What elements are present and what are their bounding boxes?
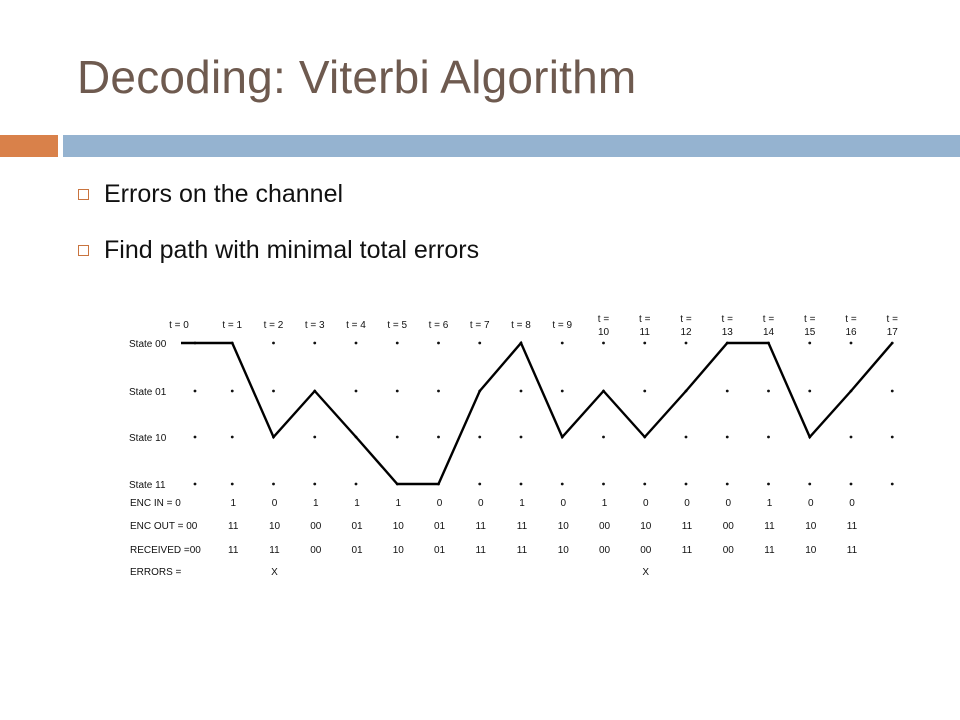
table-cell: 1 — [395, 498, 402, 509]
table-cell: 11 — [681, 521, 693, 532]
time-label: 12 — [680, 327, 692, 338]
error-mark: X — [271, 567, 278, 578]
table-cell: 10 — [640, 521, 652, 532]
time-label: 14 — [762, 327, 775, 338]
table-cell: 0 — [560, 498, 567, 509]
trellis-node — [194, 483, 197, 486]
table-cell: 11 — [475, 545, 486, 556]
trellis-node — [685, 483, 688, 486]
table-cell: 1 — [601, 498, 608, 509]
trellis-node — [767, 483, 770, 486]
table-cell: 0 — [807, 498, 814, 509]
trellis-node — [726, 483, 729, 486]
table-cell: 01 — [351, 521, 363, 532]
trellis-node — [685, 436, 688, 439]
table-cell: 0 — [477, 498, 484, 509]
table-cell: 10 — [805, 521, 817, 532]
time-label: t = 7 — [469, 320, 490, 331]
trellis-node — [808, 390, 811, 393]
table-row-label: ENC IN = 0 — [130, 498, 181, 509]
table-cell: 11 — [846, 521, 858, 532]
table-cell: 11 — [516, 545, 528, 556]
table-cell: 1 — [312, 498, 319, 509]
trellis-node — [231, 436, 234, 439]
trellis-node — [355, 390, 358, 393]
trellis-node — [891, 436, 894, 439]
square-bullet-icon — [78, 245, 89, 256]
table-cell: 00 — [598, 521, 611, 532]
trellis-node — [478, 483, 481, 486]
table-cell: 10 — [268, 521, 281, 532]
trellis-node — [891, 483, 894, 486]
table-cell: 10 — [805, 545, 817, 556]
table-cell: 00 — [722, 521, 734, 532]
trellis-node — [726, 390, 729, 393]
table-cell: 11 — [846, 545, 858, 556]
trellis-node — [808, 342, 811, 345]
accent-bar-blue — [63, 135, 960, 157]
time-label: t = — [680, 314, 692, 325]
trellis-node — [643, 342, 646, 345]
table-cell: 11 — [681, 545, 693, 556]
state-label: State 00 — [129, 339, 167, 350]
table-cell: 0 — [642, 498, 649, 509]
time-label: t = — [597, 314, 610, 325]
time-label: 11 — [639, 327, 650, 338]
trellis-node — [437, 342, 440, 345]
table-cell: 11 — [764, 545, 775, 556]
table-cell: 10 — [557, 545, 569, 556]
time-label: 10 — [597, 327, 610, 338]
trellis-node — [194, 390, 197, 393]
trellis-node — [396, 390, 399, 393]
time-label: t = — [886, 314, 898, 325]
table-cell: 1 — [230, 498, 237, 509]
trellis-node — [437, 390, 440, 393]
state-label: State 11 — [129, 480, 166, 491]
square-bullet-icon — [78, 189, 89, 200]
table-cell: 00 — [722, 545, 734, 556]
trellis-node — [355, 483, 358, 486]
trellis-node — [520, 483, 523, 486]
table-cell: 01 — [433, 521, 446, 532]
viterbi-trellis-diagram — [120, 308, 910, 588]
trellis-node — [272, 390, 275, 393]
trellis-node — [478, 436, 481, 439]
trellis-node — [313, 483, 316, 486]
table-cell: 00 — [310, 521, 322, 532]
time-label: t = 4 — [346, 320, 366, 331]
trellis-node — [726, 436, 729, 439]
accent-bar-orange — [0, 135, 58, 157]
table-cell: 11 — [228, 521, 239, 532]
table-cell: 00 — [310, 545, 322, 556]
time-label: 16 — [845, 327, 857, 338]
slide-title: Decoding: Viterbi Algorithm — [77, 51, 637, 103]
table-cell: 10 — [392, 545, 404, 556]
trellis-node — [850, 342, 853, 345]
time-label: t = 3 — [304, 320, 325, 331]
error-mark: X — [642, 567, 650, 578]
time-label: t = 8 — [511, 320, 531, 331]
table-cell: 10 — [392, 521, 404, 532]
bullet-item — [78, 180, 479, 208]
trellis-node — [602, 436, 605, 439]
time-label: t = — [804, 314, 816, 325]
table-cell: 1 — [519, 498, 525, 509]
table-cell: 0 — [684, 498, 690, 509]
trellis-node — [850, 483, 853, 486]
state-label: State 01 — [129, 387, 167, 398]
trellis-node — [194, 436, 197, 439]
table-cell: 1 — [766, 498, 773, 509]
table-cell: 0 — [849, 498, 855, 509]
time-label: t = 1 — [222, 320, 243, 331]
trellis-node — [685, 342, 688, 345]
table-cell: 01 — [351, 545, 363, 556]
time-label: t = — [639, 314, 651, 325]
table-cell: 10 — [557, 521, 569, 532]
table-cell: 01 — [433, 545, 446, 556]
table-cell: 11 — [228, 545, 239, 556]
trellis-node — [643, 483, 646, 486]
table-cell: 00 — [640, 545, 652, 556]
trellis-node — [272, 342, 275, 345]
survivor-path-line — [181, 343, 892, 484]
trellis-node — [313, 436, 316, 439]
table-cell: 0 — [271, 498, 278, 509]
time-label: t = 6 — [428, 320, 449, 331]
bullet-list — [78, 180, 479, 292]
bullet-item — [78, 236, 479, 264]
trellis-node — [561, 342, 564, 345]
trellis-node — [313, 342, 316, 345]
time-label: t = — [721, 314, 733, 325]
trellis-node — [272, 483, 275, 486]
trellis-node — [478, 342, 481, 345]
bullet-text: Errors on the channel — [104, 179, 344, 208]
trellis-node — [396, 342, 399, 345]
trellis-node — [561, 483, 564, 486]
time-label: t = 2 — [263, 320, 284, 331]
time-label: 13 — [721, 327, 733, 338]
state-label: State 10 — [129, 433, 167, 444]
table-cell: 11 — [516, 521, 528, 532]
trellis-node — [602, 483, 605, 486]
trellis-node — [520, 436, 523, 439]
time-label: t = 5 — [387, 320, 408, 331]
time-label: 15 — [804, 327, 816, 338]
trellis-node — [891, 390, 894, 393]
table-cell: 11 — [475, 521, 486, 532]
time-label: t = 9 — [552, 320, 573, 331]
table-row-label: ERRORS = — [130, 567, 182, 578]
trellis-node — [231, 390, 234, 393]
table-cell: 0 — [725, 498, 732, 509]
trellis-node — [437, 436, 440, 439]
trellis-node — [602, 342, 605, 345]
table-cell: 11 — [269, 545, 280, 556]
table-cell: 0 — [436, 498, 443, 509]
trellis-node — [396, 436, 399, 439]
time-label: t = 0 — [169, 320, 189, 331]
trellis-node — [767, 436, 770, 439]
trellis-node — [767, 390, 770, 393]
trellis-node — [643, 390, 646, 393]
table-row-label: ENC OUT = 00 — [130, 521, 198, 532]
time-label: 17 — [886, 327, 898, 338]
table-cell: 1 — [354, 498, 360, 509]
bullet-text: Find path with minimal total errors — [104, 235, 480, 264]
trellis-node — [850, 436, 853, 439]
table-cell: 00 — [598, 545, 611, 556]
time-label: t = — [845, 314, 857, 325]
table-cell: 11 — [764, 521, 775, 532]
time-label: t = — [762, 314, 775, 325]
trellis-node — [520, 390, 523, 393]
table-row-label: RECEIVED =00 — [130, 545, 201, 556]
trellis-node — [355, 342, 358, 345]
trellis-node — [231, 483, 234, 486]
trellis-node — [808, 483, 811, 486]
trellis-node — [561, 390, 564, 393]
